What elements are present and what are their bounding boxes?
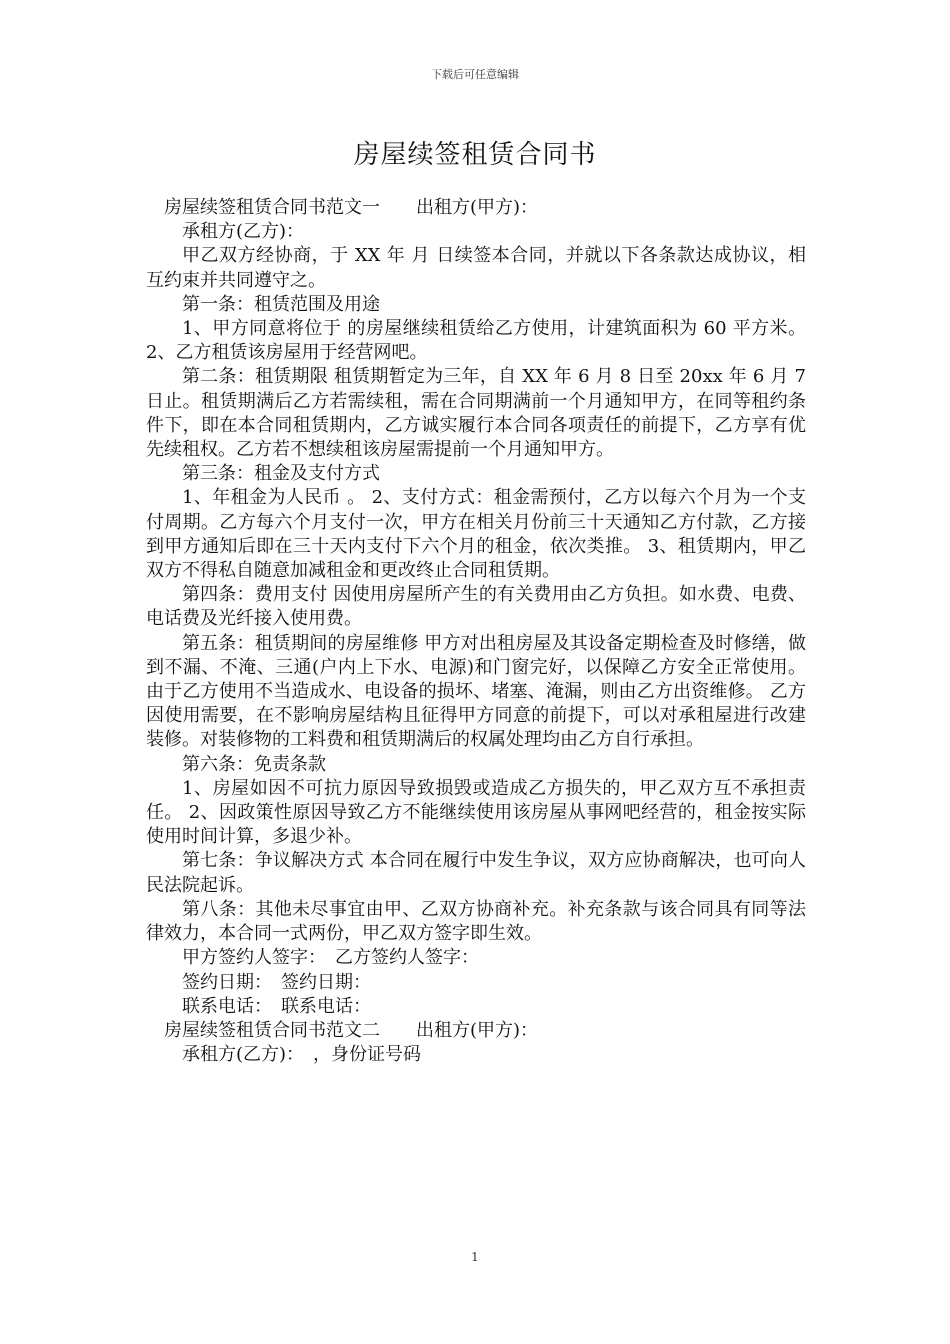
paragraph-sample-two-lessor: 房屋续签租赁合同书范文二 出租方(甲方)： [164,1019,539,1041]
document-title: 房屋续签租赁合同书 [353,140,597,170]
paragraph-article-5: 第五条：租赁期间的房屋维修 甲方对出租房屋及其设备定期检查及时修缮，做到不漏、不淹、三通(户内上下水、电源)和门窗完好，以保障乙方安全正常使用。 由于乙方使用不当造成水、电设备的损坏、堵塞、淹漏，则由乙方出资维修。 乙方因使用需要，在不影响房屋结构且征得甲方同意的前提下，可以对承租屋进行改建装修。对装修物的工料费和租赁期满后的权属处理均由乙方自行承担。 [146,632,806,751]
paragraph-lessee: 承租方(乙方)： [182,221,305,243]
paragraph-sample-two-lessee: 承租方(乙方)： ，身份证号码 [182,1044,422,1066]
paragraph-article-8: 第八条：其他未尽事宜由甲、乙双方协商补充。补充条款与该合同具有同等法律效力，本合同一式两份，甲乙双方签字即生效。 [146,898,806,945]
paragraph-article-1-heading: 第一条：租赁范围及用途 [182,293,380,315]
paragraph-article-2: 第二条：租赁期限 租赁期暂定为三年，自 XX 年 6 月 8 日至 20xx 年 6 月 7 日止。租赁期满后乙方若需续租，需在合同期满前一个月通知甲方，在同等租约条件下，即在本合同租赁期内，乙方诚实履行本合同各项责任的前提下，乙方享有优先续租权。乙方若不想续租该房屋需提前一个月通知甲方。 [146,366,806,461]
page-number: 1 [471,1250,479,1264]
paragraph-signatures: 甲方签约人签字： 乙方签约人签字： [182,947,479,969]
paragraph-agreement-intro: 甲乙双方经协商，于 XX 年 月 日续签本合同，并就以下各条款达成协议，相互约束并共同遵守之。 [146,245,806,291]
paragraph-article-3-heading: 第三条：租金及支付方式 [182,463,380,485]
paragraph-article-4: 第四条：费用支付 因使用房屋所产生的有关费用由乙方负担。如水费、电费、电话费及光纤接入使用费。 [146,584,806,630]
paragraph-article-7: 第七条：争议解决方式 本合同在履行中发生争议，双方应协商解决，也可向人民法院起诉。 [146,850,806,896]
paragraph-article-6-heading: 第六条：免责条款 [182,753,326,775]
paragraph-phones: 联系电话： 联系电话： [182,995,371,1017]
paragraph-sample-one-lessor: 房屋续签租赁合同书范文一 出租方(甲方)： [164,197,539,218]
paragraph-sign-dates: 签约日期： 签约日期： [182,971,371,993]
document-body [146,196,806,1067]
paragraph-article-1-body: 1、甲方同意将位于 的房屋继续租赁给乙方使用，计建筑面积为 60 平方米。 2、乙方租赁该房屋用于经营网吧。 [146,318,806,364]
header-note: 下载后可任意编辑 [431,68,519,81]
paragraph-article-6-body: 1、房屋如因不可抗力原因导致损毁或造成乙方损失的，甲乙双方互不承担责任。 2、因政策性原因导致乙方不能继续使用该房屋从事网吧经营的，租金按实际使用时间计算，多退少补。 [146,777,806,848]
paragraph-article-3-body: 1、年租金为人民币 。 2、支付方式：租金需预付，乙方以每六个月为一个支付周期。乙方每六个月支付一次，甲方在相关月份前三十天通知乙方付款，乙方接到甲方通知后即在三十天内支付下六个月的租金，依次类推。 3、租赁期内，甲乙双方不得私自随意加减租金和更改终止合同租赁期。 [146,487,806,582]
